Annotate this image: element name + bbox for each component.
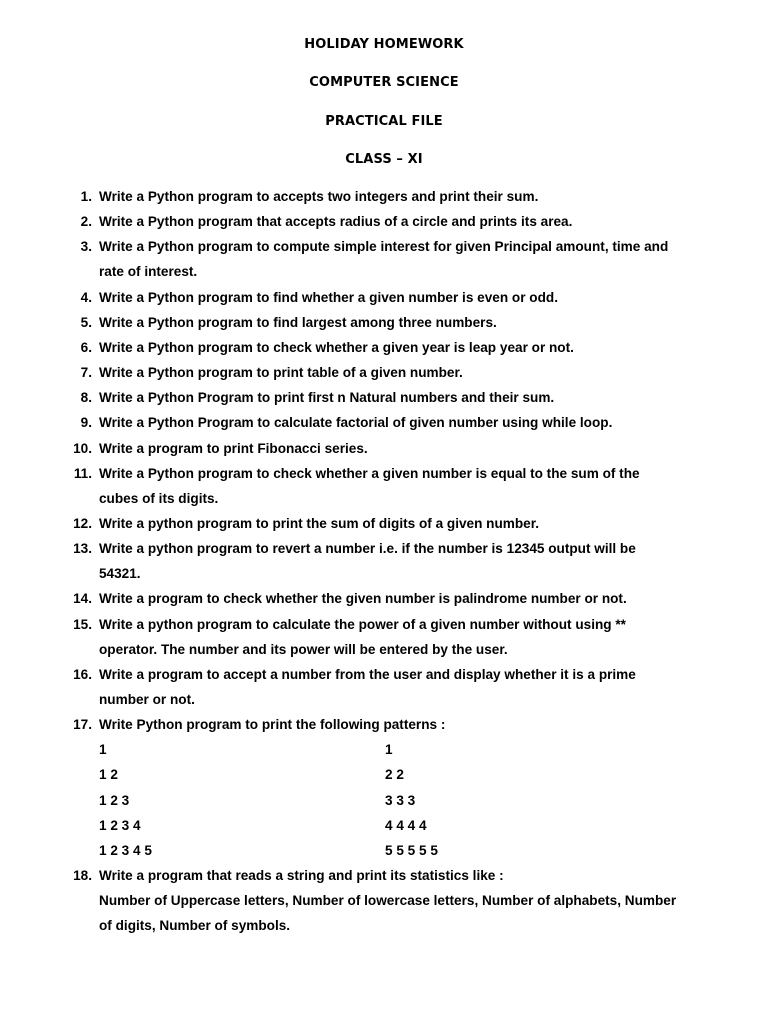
item-number: 12.: [73, 515, 92, 531]
item-text-line: Write Python program to print the following patterns :: [99, 717, 446, 733]
item-text-line: Write a Python program to find largest among three numbers.: [99, 314, 497, 330]
heading-practical-file: PRACTICAL FILE: [325, 114, 443, 129]
item-number: 2.: [80, 214, 92, 230]
pattern-left-row: 1 2 3 4 5: [99, 842, 152, 858]
item-number: 4.: [80, 289, 92, 305]
item-text-line: Write a Python Program to print first n Natural numbers and their sum.: [99, 390, 555, 406]
item-number: 7.: [80, 365, 92, 381]
item-text-line: Write a Python program to check whether a given number is equal to the sum of the: [99, 465, 640, 481]
heading-class: CLASS – XI: [345, 152, 423, 167]
item-text-line: Write a program that reads a string and print its statistics like :: [99, 868, 504, 884]
item-number: 10.: [73, 440, 92, 456]
item-text-line: Number of Uppercase letters, Number of lowercase letters, Number of alphabets, Number: [99, 893, 677, 909]
item-text-line: operator. The number and its power will be entered by the user.: [99, 641, 508, 657]
pattern-right-row: 3 3 3: [385, 792, 416, 808]
pattern-right-row: 1: [385, 742, 393, 758]
item-text-line: Write a python program to revert a number i.e. if the number is 12345 output will be: [99, 541, 636, 557]
item-text-line: Write a Python program that accepts radius of a circle and prints its area.: [99, 214, 573, 230]
item-text-line: Write a program to accept a number from the user and display whether it is a prime: [99, 666, 636, 682]
pattern-left-row: 1: [99, 742, 107, 758]
item-text-line: Write a Python program to check whether a given year is leap year or not.: [99, 339, 574, 355]
pattern-left-row: 1 2 3: [99, 792, 130, 808]
item-number: 17.: [73, 717, 92, 733]
item-text-line: Write a program to print Fibonacci series.: [99, 440, 368, 456]
item-number: 18.: [73, 868, 92, 884]
item-text-line: 54321.: [99, 566, 141, 582]
item-text-line: number or not.: [99, 692, 195, 707]
item-number: 6.: [80, 339, 92, 355]
pattern-left-row: 1 2: [99, 767, 118, 783]
item-text-line: Write a python program to calculate the power of a given number without using **: [99, 616, 626, 632]
pattern-right-row: 4 4 4 4: [385, 817, 427, 833]
item-text-line: Write a Python program to print table of a given number.: [99, 365, 463, 381]
item-text-line: Write a Python program to compute simple interest for given Principal amount, time and: [99, 239, 669, 255]
item-number: 13.: [73, 541, 92, 557]
item-number: 5.: [80, 314, 92, 330]
item-text-line: cubes of its digits.: [99, 490, 219, 506]
pattern-right-row: 2 2: [385, 767, 404, 783]
item-text-line: Write a Python Program to calculate factorial of given number using while loop.: [99, 415, 613, 431]
pattern-left-row: 1 2 3 4: [99, 817, 141, 833]
item-text-line: Write a python program to print the sum of digits of a given number.: [99, 515, 540, 531]
item-text-line: rate of interest.: [99, 264, 198, 280]
item-number: 16.: [73, 666, 92, 682]
item-number: 8.: [80, 390, 92, 406]
heading-holiday-homework: HOLIDAY HOMEWORK: [304, 37, 464, 52]
item-number: 1.: [80, 189, 92, 204]
item-number: 14.: [73, 591, 92, 607]
item-text-line: Write a program to check whether the given number is palindrome number or not.: [99, 591, 627, 607]
heading-subject: COMPUTER SCIENCE: [309, 75, 459, 90]
item-text-line: of digits, Number of symbols.: [99, 918, 291, 934]
item-number: 3.: [80, 239, 92, 255]
item-number: 9.: [80, 415, 92, 431]
pattern-right-row: 5 5 5 5 5: [385, 842, 438, 858]
item-number: 15.: [73, 616, 92, 632]
item-number: 11.: [73, 465, 92, 481]
item-text-line: Write a Python program to find whether a given number is even or odd.: [99, 289, 558, 305]
item-text-line: Write a Python program to accepts two integers and print their sum.: [99, 189, 539, 204]
